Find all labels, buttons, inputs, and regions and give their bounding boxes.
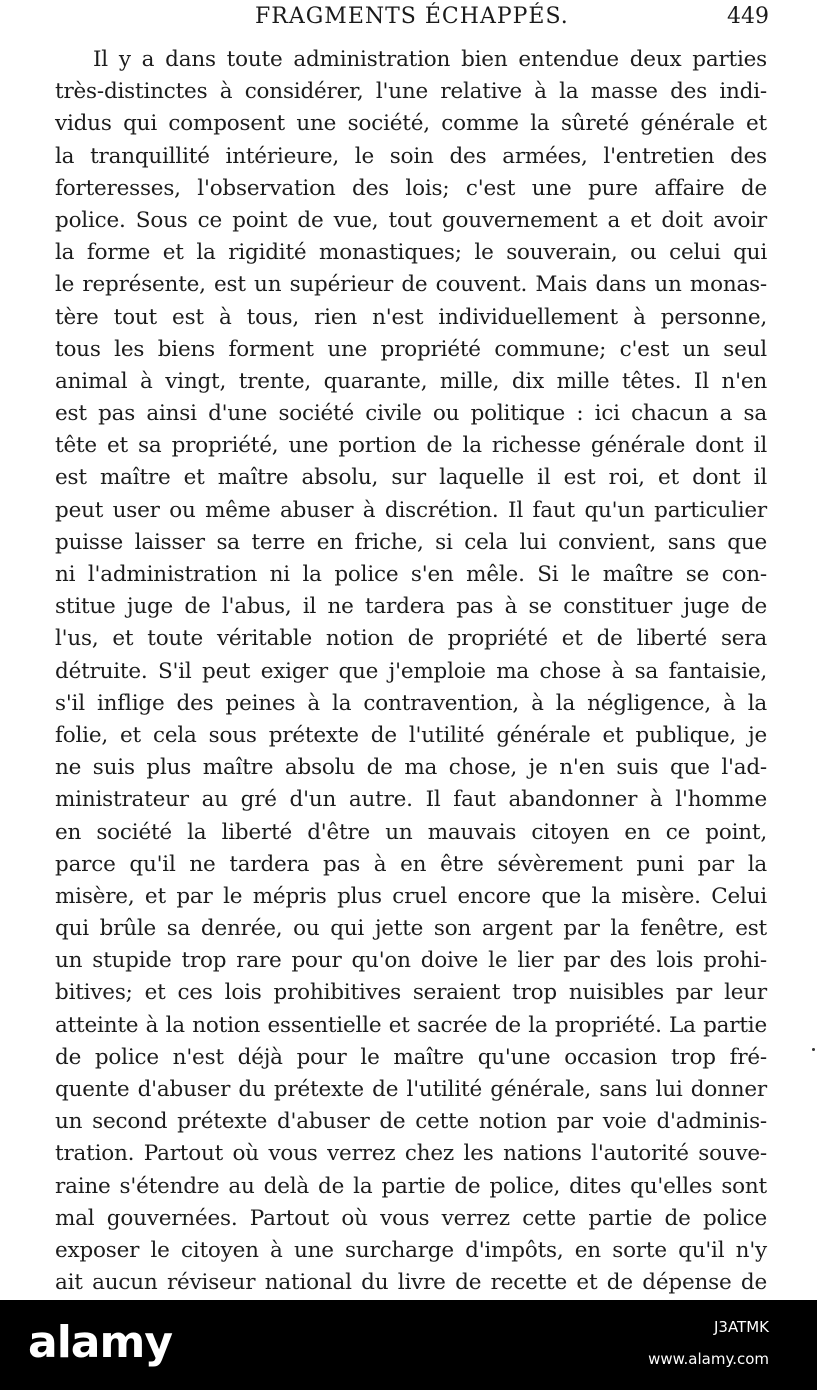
text-line: est pas ainsi d'une société civile ou politique : ici chacun a sa — [55, 401, 767, 427]
text-line: tous les biens forment une propriété commune; c'est un seul — [55, 336, 767, 362]
alamy-logo: alamy — [28, 1317, 172, 1368]
text-line: tère tout est à tous, rien n'est individuellement à personne, — [55, 304, 767, 330]
watermark-url: www.alamy.com — [648, 1350, 769, 1368]
text-line: ne suis plus maître absolu de ma chose, je n'en suis que l'ad- — [55, 755, 767, 781]
text-line: folie, et cela sous prétexte de l'utilité générale et publique, je — [55, 722, 767, 748]
text-line: puisse laisser sa terre en friche, si cela lui convient, sans que — [55, 529, 767, 555]
text-line: un stupide trop rare pour qu'on doive le lier par des lois prohi- — [55, 948, 767, 974]
text-line: le représente, est un supérieur de couvent. Mais dans un monas- — [55, 272, 767, 298]
image-code: J3ATMK — [713, 1318, 769, 1336]
text-line: raine s'étendre au delà de la partie de police, dites qu'elles sont — [55, 1173, 767, 1199]
print-speck — [812, 1048, 815, 1051]
text-line: forteresses, l'observation des lois; c'est une pure affaire de — [55, 175, 767, 201]
text-line: parce qu'il ne tardera pas à en être sévèrement puni par la — [55, 851, 767, 877]
text-line: la tranquillité intérieure, le soin des armées, l'entretien des — [55, 143, 767, 169]
running-header — [55, 4, 769, 32]
text-line: tête et sa propriété, une portion de la richesse générale dont il — [55, 433, 767, 459]
text-line: tration. Partout où vous verrez chez les nations l'autorité souve- — [55, 1141, 767, 1167]
text-line: Il y a dans toute administration bien entendue deux parties — [93, 47, 767, 72]
text-line: quente d'abuser du prétexte de l'utilité générale, sans lui donner — [55, 1077, 767, 1102]
text-line: est maître et maître absolu, sur laquelle il est roi, et dont il — [55, 465, 767, 491]
text-line: en société la liberté d'être un mauvais citoyen en ce point, — [55, 819, 767, 845]
text-line: la forme et la rigidité monastiques; le souverain, ou celui qui — [55, 240, 767, 266]
page-number: 449 — [727, 4, 769, 29]
text-line: ministrateur au gré d'un autre. Il faut abandonner à l'homme — [55, 787, 767, 813]
text-line: très-distinctes à considérer, l'une relative à la masse des indi- — [55, 79, 767, 105]
text-line: exposer le citoyen à une surcharge d'impôts, en sorte qu'il n'y — [55, 1237, 767, 1263]
text-line: de police n'est déjà pour le maître qu'une occasion trop fré- — [55, 1044, 767, 1070]
text-line: stitue juge de l'abus, il ne tardera pas à se constituer juge de — [55, 594, 767, 620]
watermark-bar — [0, 1300, 817, 1390]
text-line: qui brûle sa denrée, ou qui jette son argent par la fenêtre, est — [55, 916, 767, 942]
text-line: s'il inflige des peines à la contravention, à la négligence, à la — [55, 690, 767, 716]
text-line: peut user ou même abuser à discrétion. Il faut qu'un particulier — [55, 497, 767, 523]
text-line: misère, et par le mépris plus cruel encore que la misère. Celui — [55, 883, 767, 909]
text-line: vidus qui composent une société, comme la sûreté générale et — [55, 111, 767, 137]
text-line: animal à vingt, trente, quarante, mille, dix mille têtes. Il n'en — [55, 368, 767, 394]
text-line: détruite. S'il peut exiger que j'emploie ma chose à sa fantaisie, — [55, 658, 767, 684]
text-line: atteinte à la notion essentielle et sacrée de la propriété. La partie — [55, 1012, 767, 1038]
text-line: bitives; et ces lois prohibitives seraient trop nuisibles par leur — [55, 980, 767, 1006]
text-line: un second prétexte d'abuser de cette notion par voie d'adminis- — [55, 1109, 767, 1135]
running-title: FRAGMENTS ÉCHAPPÉS. — [255, 4, 569, 29]
text-line: ni l'administration ni la police s'en mêle. Si le maître se con- — [55, 562, 767, 587]
text-line: ait aucun réviseur national du livre de recette et de dépense de — [55, 1270, 767, 1296]
body-text — [55, 44, 767, 1299]
text-line: mal gouvernées. Partout où vous verrez cette partie de police — [55, 1205, 767, 1231]
text-line: police. Sous ce point de vue, tout gouvernement a et doit avoir — [55, 207, 767, 233]
text-line: l'us, et toute véritable notion de propriété et de liberté sera — [55, 626, 767, 652]
